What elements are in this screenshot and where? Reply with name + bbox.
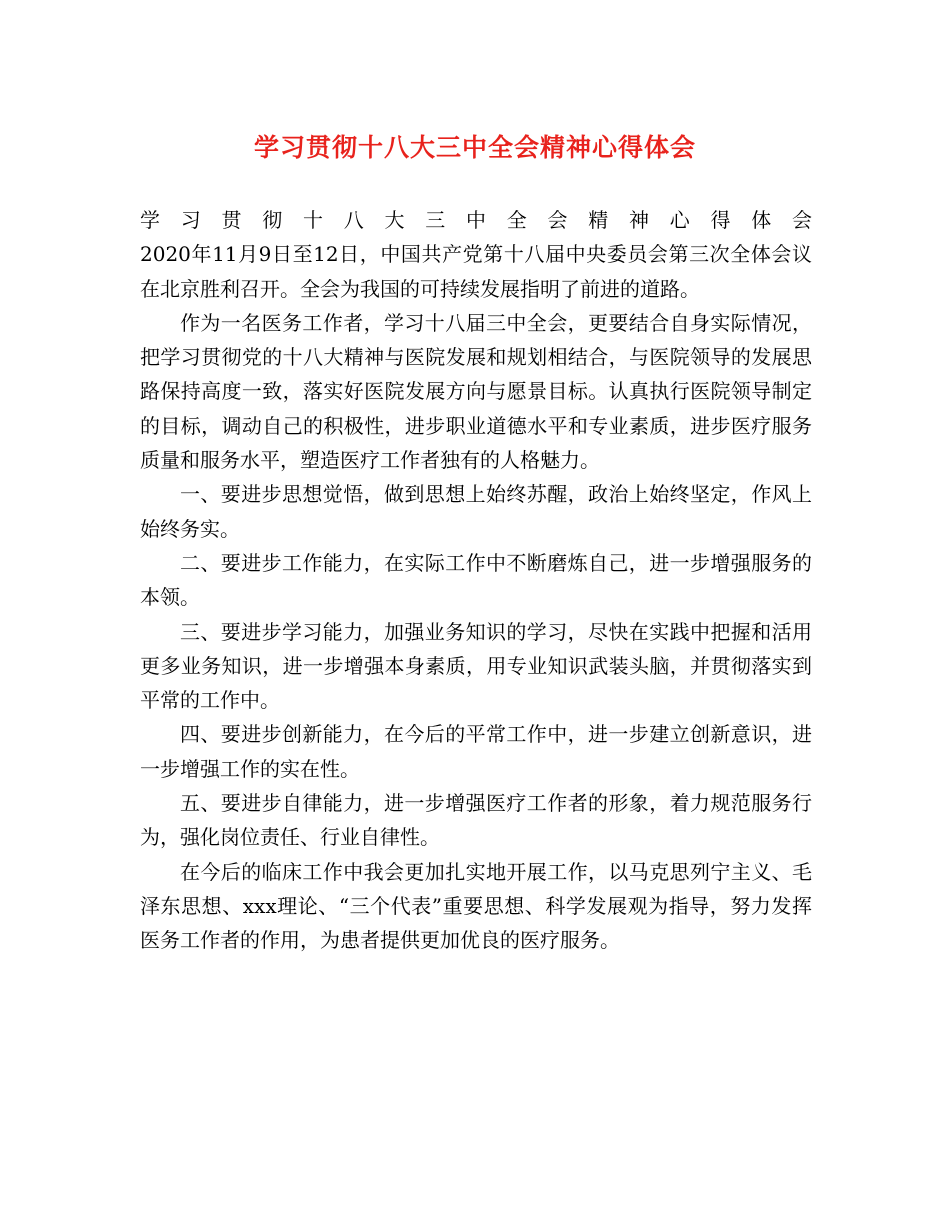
- paragraph: 一、要进步思想觉悟，做到思想上始终苏醒，政治上始终坚定，作风上始终务实。: [140, 482, 812, 541]
- paragraph-intro: [140, 203, 812, 306]
- paragraph: 在今后的临床工作中我会更加扎实地开展工作，以马克思列宁主义、毛泽东思想、xxx理论、“三个代表”重要思想、科学发展观为指导，努力发挥医务工作者的作用，为患者提供更加优良的医疗服务。: [140, 859, 812, 953]
- paragraph: 四、要进步创新能力，在今后的平常工作中，进一步建立创新意识，进一步增强工作的实在性。: [140, 722, 812, 781]
- document-title: 学习贯彻十八大三中全会精神心得体会: [253, 133, 696, 162]
- document-body: [140, 203, 812, 958]
- intro-text: 2020年11月9日至12日，中国共产党第十八届中央委员会第三次全体会议在北京胜利召开。全会为我国的可持续发展指明了前进的道路。: [140, 242, 812, 301]
- heading-line: 学习贯彻十八大三中全会精神心得体会: [140, 208, 812, 232]
- paragraph: 五、要进步自律能力，进一步增强医疗工作者的形象，着力规范服务行为，强化岗位责任、行业自律性。: [140, 791, 812, 850]
- paragraph: 二、要进步工作能力，在实际工作中不断磨炼自己，进一步增强服务的本领。: [140, 550, 812, 610]
- paragraph: 作为一名医务工作者，学习十八届三中全会，更要结合自身实际情况，把学习贯彻党的十八大精神与医院发展和规划相结合，与医院领导的发展思路保持高度一致，落实好医院发展方向与愿景目标。认真执行医院领导制定的目标，调动自己的积极性，进步职业道德水平和专业素质，进步医疗服务质量和服务水平，塑造医疗工作者独有的人格魅力。: [140, 310, 812, 473]
- paragraph: 三、要进步学习能力，加强业务知识的学习，尽快在实践中把握和活用更多业务知识，进一步增强本身素质，用专业知识武装头脑，并贯彻落实到平常的工作中。: [140, 619, 812, 713]
